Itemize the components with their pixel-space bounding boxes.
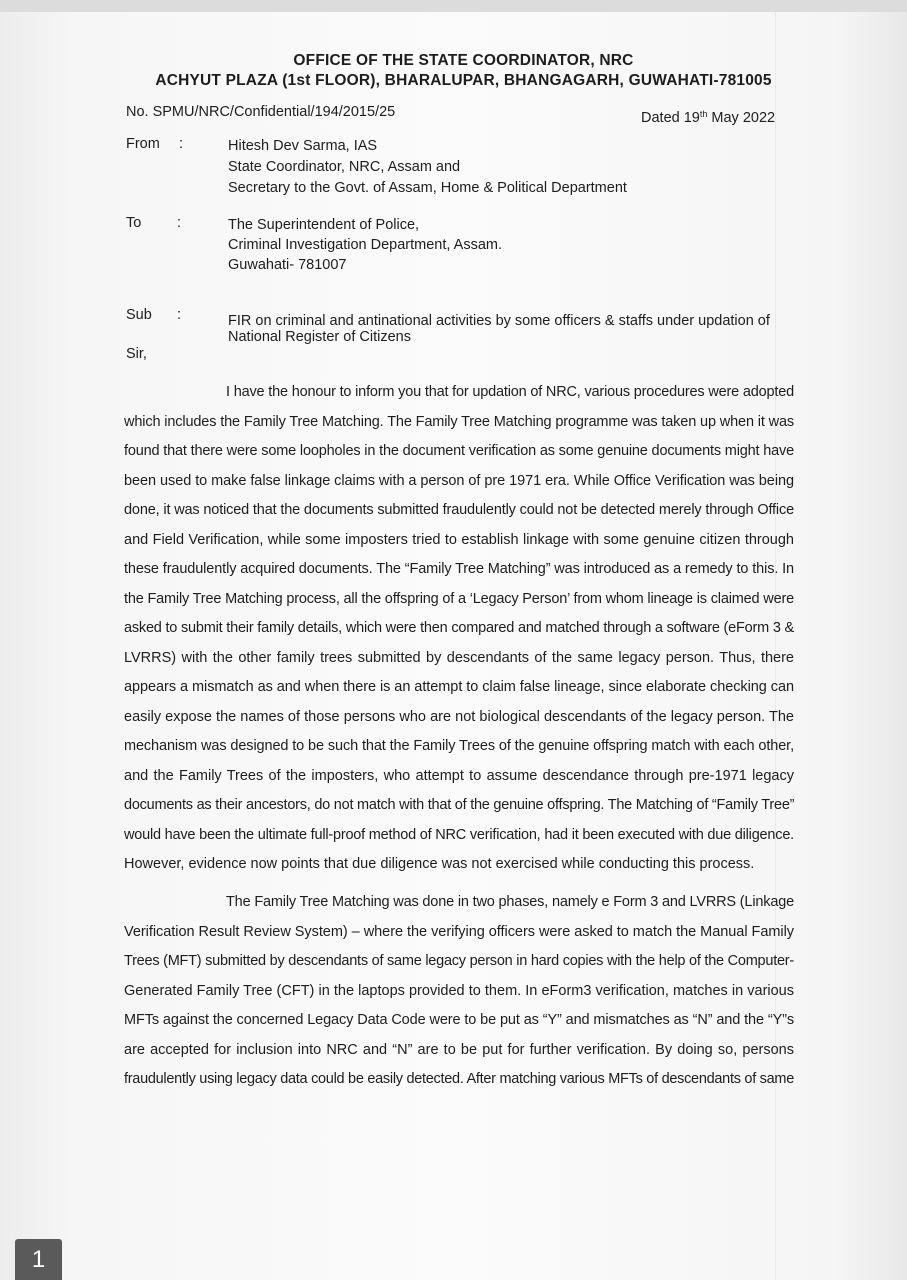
office-address: ACHYUT PLAZA (1st FLOOR), BHARALUPAR, BHANGAGARH, GUWAHATI-781005 [155, 72, 772, 89]
paragraph-line: Generated Family Tree (CFT) in the laptops provided to them. In eForm3 verification, matches in various [124, 982, 794, 999]
from-label: From [126, 136, 160, 152]
from-line-2: State Coordinator, NRC, Assam and [228, 159, 461, 175]
paragraph-line: LVRRS) with the other family trees submitted by descendants of the same legacy person. Thus, there [124, 649, 794, 666]
paragraph-line: fraudulently using legacy data could be easily detected. After matching various MFTs of descendants of same [124, 1071, 794, 1087]
paragraph-1 [124, 378, 794, 880]
paragraph-line: been used to make false linkage claims with a person of pre 1971 era. While Office Verification was being [124, 472, 794, 489]
paragraph-line: these fraudulently acquired documents. The “Family Tree Matching” was introduced as a remedy to this. In [124, 561, 794, 577]
to-colon: : [177, 215, 182, 231]
reference-number: No. SPMU/NRC/Confidential/194/2015/25 [126, 104, 396, 120]
subject-line-2: National Register of Citizens [228, 329, 411, 345]
paragraph-line: MFTs against the concerned Legacy Data Code were to be put as “Y” and mismatches as “N” and the “Y”s [124, 1012, 794, 1028]
paragraph-line: asked to submit their family details, which were then compared and matched through a software (eForm 3 & [124, 620, 794, 636]
paragraph-line: which includes the Family Tree Matching. The Family Tree Matching programme was taken up when it was [124, 413, 794, 430]
from-colon: : [179, 136, 184, 152]
subject-label: Sub [126, 307, 152, 323]
salutation: Sir, [126, 346, 147, 362]
top-edge [0, 0, 907, 12]
letter-date: Dated 19th May 2022 [641, 109, 776, 126]
paragraph-line: Trees (MFT) submitted by descendants of same legacy person in hard copies with the help of the Computer- [124, 953, 794, 969]
to-label: To [126, 215, 142, 231]
page-number-badge[interactable]: 1 [15, 1239, 62, 1280]
paragraph-line: and Field Verification, while some imposters tried to establish linkage with some genuine citizen through [124, 531, 794, 548]
paragraph-line: The Family Tree Matching was done in two phases, namely e Form 3 and LVRRS (Linkage [226, 894, 794, 910]
paragraph-line: documents as their ancestors, do not match with that of the genuine offspring. The Matching of “Family Tree” [124, 797, 795, 813]
from-line-3: Secretary to the Govt. of Assam, Home & Political Department [228, 180, 627, 196]
to-line-2: Criminal Investigation Department, Assam. [228, 237, 502, 253]
paragraph-line: done, it was noticed that the documents submitted fraudulently could not be detected merely through Office [124, 502, 794, 518]
paragraph-line: appears a mismatch as and when there is an attempt to claim false lineage, since elaborate checking can [124, 679, 794, 695]
to-line-1: The Superintendent of Police, [228, 217, 420, 233]
paragraph-line: However, evidence now points that due diligence was not exercised while conducting this process. [124, 856, 755, 872]
paragraph-line: mechanism was designed to be such that the Family Trees of the genuine offspring match with each other, [124, 738, 794, 754]
to-line-3: Guwahati- 781007 [228, 257, 347, 273]
paragraph-line: would have been the ultimate full-proof method of NRC verification, had it been executed with due diligence. [124, 826, 794, 843]
paragraph-line: the Family Tree Matching process, all the offspring of a ‘Legacy Person’ from whom lineage is claimed were [124, 590, 794, 607]
paragraph-line: are accepted for inclusion into NRC and “N” are to be put for further verification. By doing so, persons [124, 1041, 794, 1058]
subject-colon: : [177, 307, 182, 323]
paragraph-line: and the Family Trees of the imposters, who attempt to assume descendance through pre-1971 legacy [124, 767, 794, 784]
office-title: OFFICE OF THE STATE COORDINATOR, NRC [293, 52, 634, 69]
paragraph-line: found that there were some loopholes in the document verification as some genuine documents might have [124, 443, 794, 459]
paragraph-2 [124, 888, 794, 1095]
from-line-1: Hitesh Dev Sarma, IAS [228, 138, 378, 154]
paragraph-line: easily expose the names of those persons who are not biological descendants of the legacy person. The [124, 708, 794, 725]
subject-line-1: FIR on criminal and antinational activities by some officers & staffs under updation of [228, 313, 770, 329]
paragraph-line: I have the honour to inform you that for updation of NRC, various procedures were adopted [226, 384, 794, 400]
paragraph-line: Verification Result Review System) – where the verifying officers were asked to match the Manual Family [124, 923, 794, 940]
